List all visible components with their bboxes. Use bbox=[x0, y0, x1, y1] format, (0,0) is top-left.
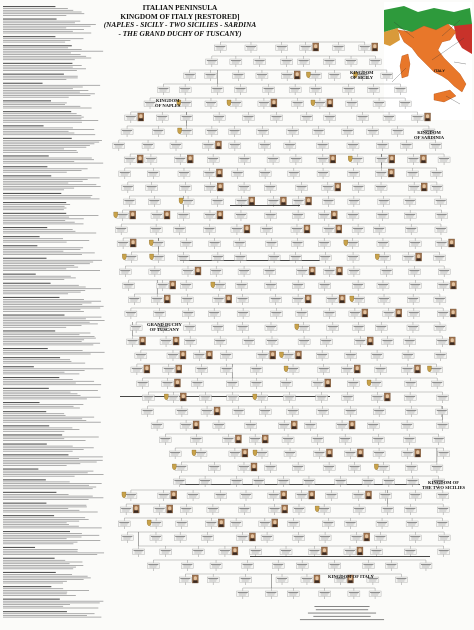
credit-line bbox=[313, 616, 370, 617]
region-label-sicily bbox=[350, 70, 373, 80]
region-sardinia-line-1: KINGDOM bbox=[417, 130, 441, 135]
credits-block bbox=[292, 604, 392, 624]
region-italy-line-1: KINGDOM OF ITALY bbox=[328, 574, 374, 579]
credit-line bbox=[300, 619, 384, 620]
map-label-italy: ITALY bbox=[434, 68, 445, 73]
region-two-sicilies-line-2: THE TWO SICILIES bbox=[422, 485, 466, 490]
title-line-4: - THE GRAND DUCHY OF TUSCANY) bbox=[118, 28, 242, 38]
region-sardinia-line-2: OF SARDINIA bbox=[414, 135, 445, 140]
tree-nodes bbox=[113, 45, 450, 596]
title-line-2: KINGDOM OF ITALY [RESTORED] bbox=[120, 11, 240, 21]
credit-line bbox=[314, 606, 369, 607]
region-label-sardinia bbox=[414, 130, 444, 140]
region-label-tuscany bbox=[147, 322, 182, 332]
region-naples-line-2: OF NAPLES bbox=[155, 103, 181, 108]
region-label-two-sicilies bbox=[422, 480, 465, 490]
region-sicily-line-1: KINGDOM bbox=[350, 70, 374, 75]
region-two-sicilies-line-1: KINGDOM OF bbox=[428, 480, 460, 485]
region-label-naples bbox=[155, 98, 180, 108]
title-line-3: (NAPLES - SICILY - TWO SICILIES - SARDINA bbox=[103, 20, 257, 29]
credit-line bbox=[316, 609, 368, 610]
region-naples-line-1: KINGDOM bbox=[156, 98, 180, 103]
region-label-italy bbox=[328, 574, 374, 579]
credit-line bbox=[308, 613, 376, 614]
region-tuscany-line-2: OF TUSCANY bbox=[149, 327, 180, 332]
title-line-1: ITALIAN PENINSULA bbox=[142, 3, 218, 12]
region-tuscany-line-1: GRAND DUCHY bbox=[147, 322, 182, 327]
tree-connectors bbox=[119, 42, 444, 599]
region-sicily-line-2: OF SICILY bbox=[350, 75, 374, 80]
